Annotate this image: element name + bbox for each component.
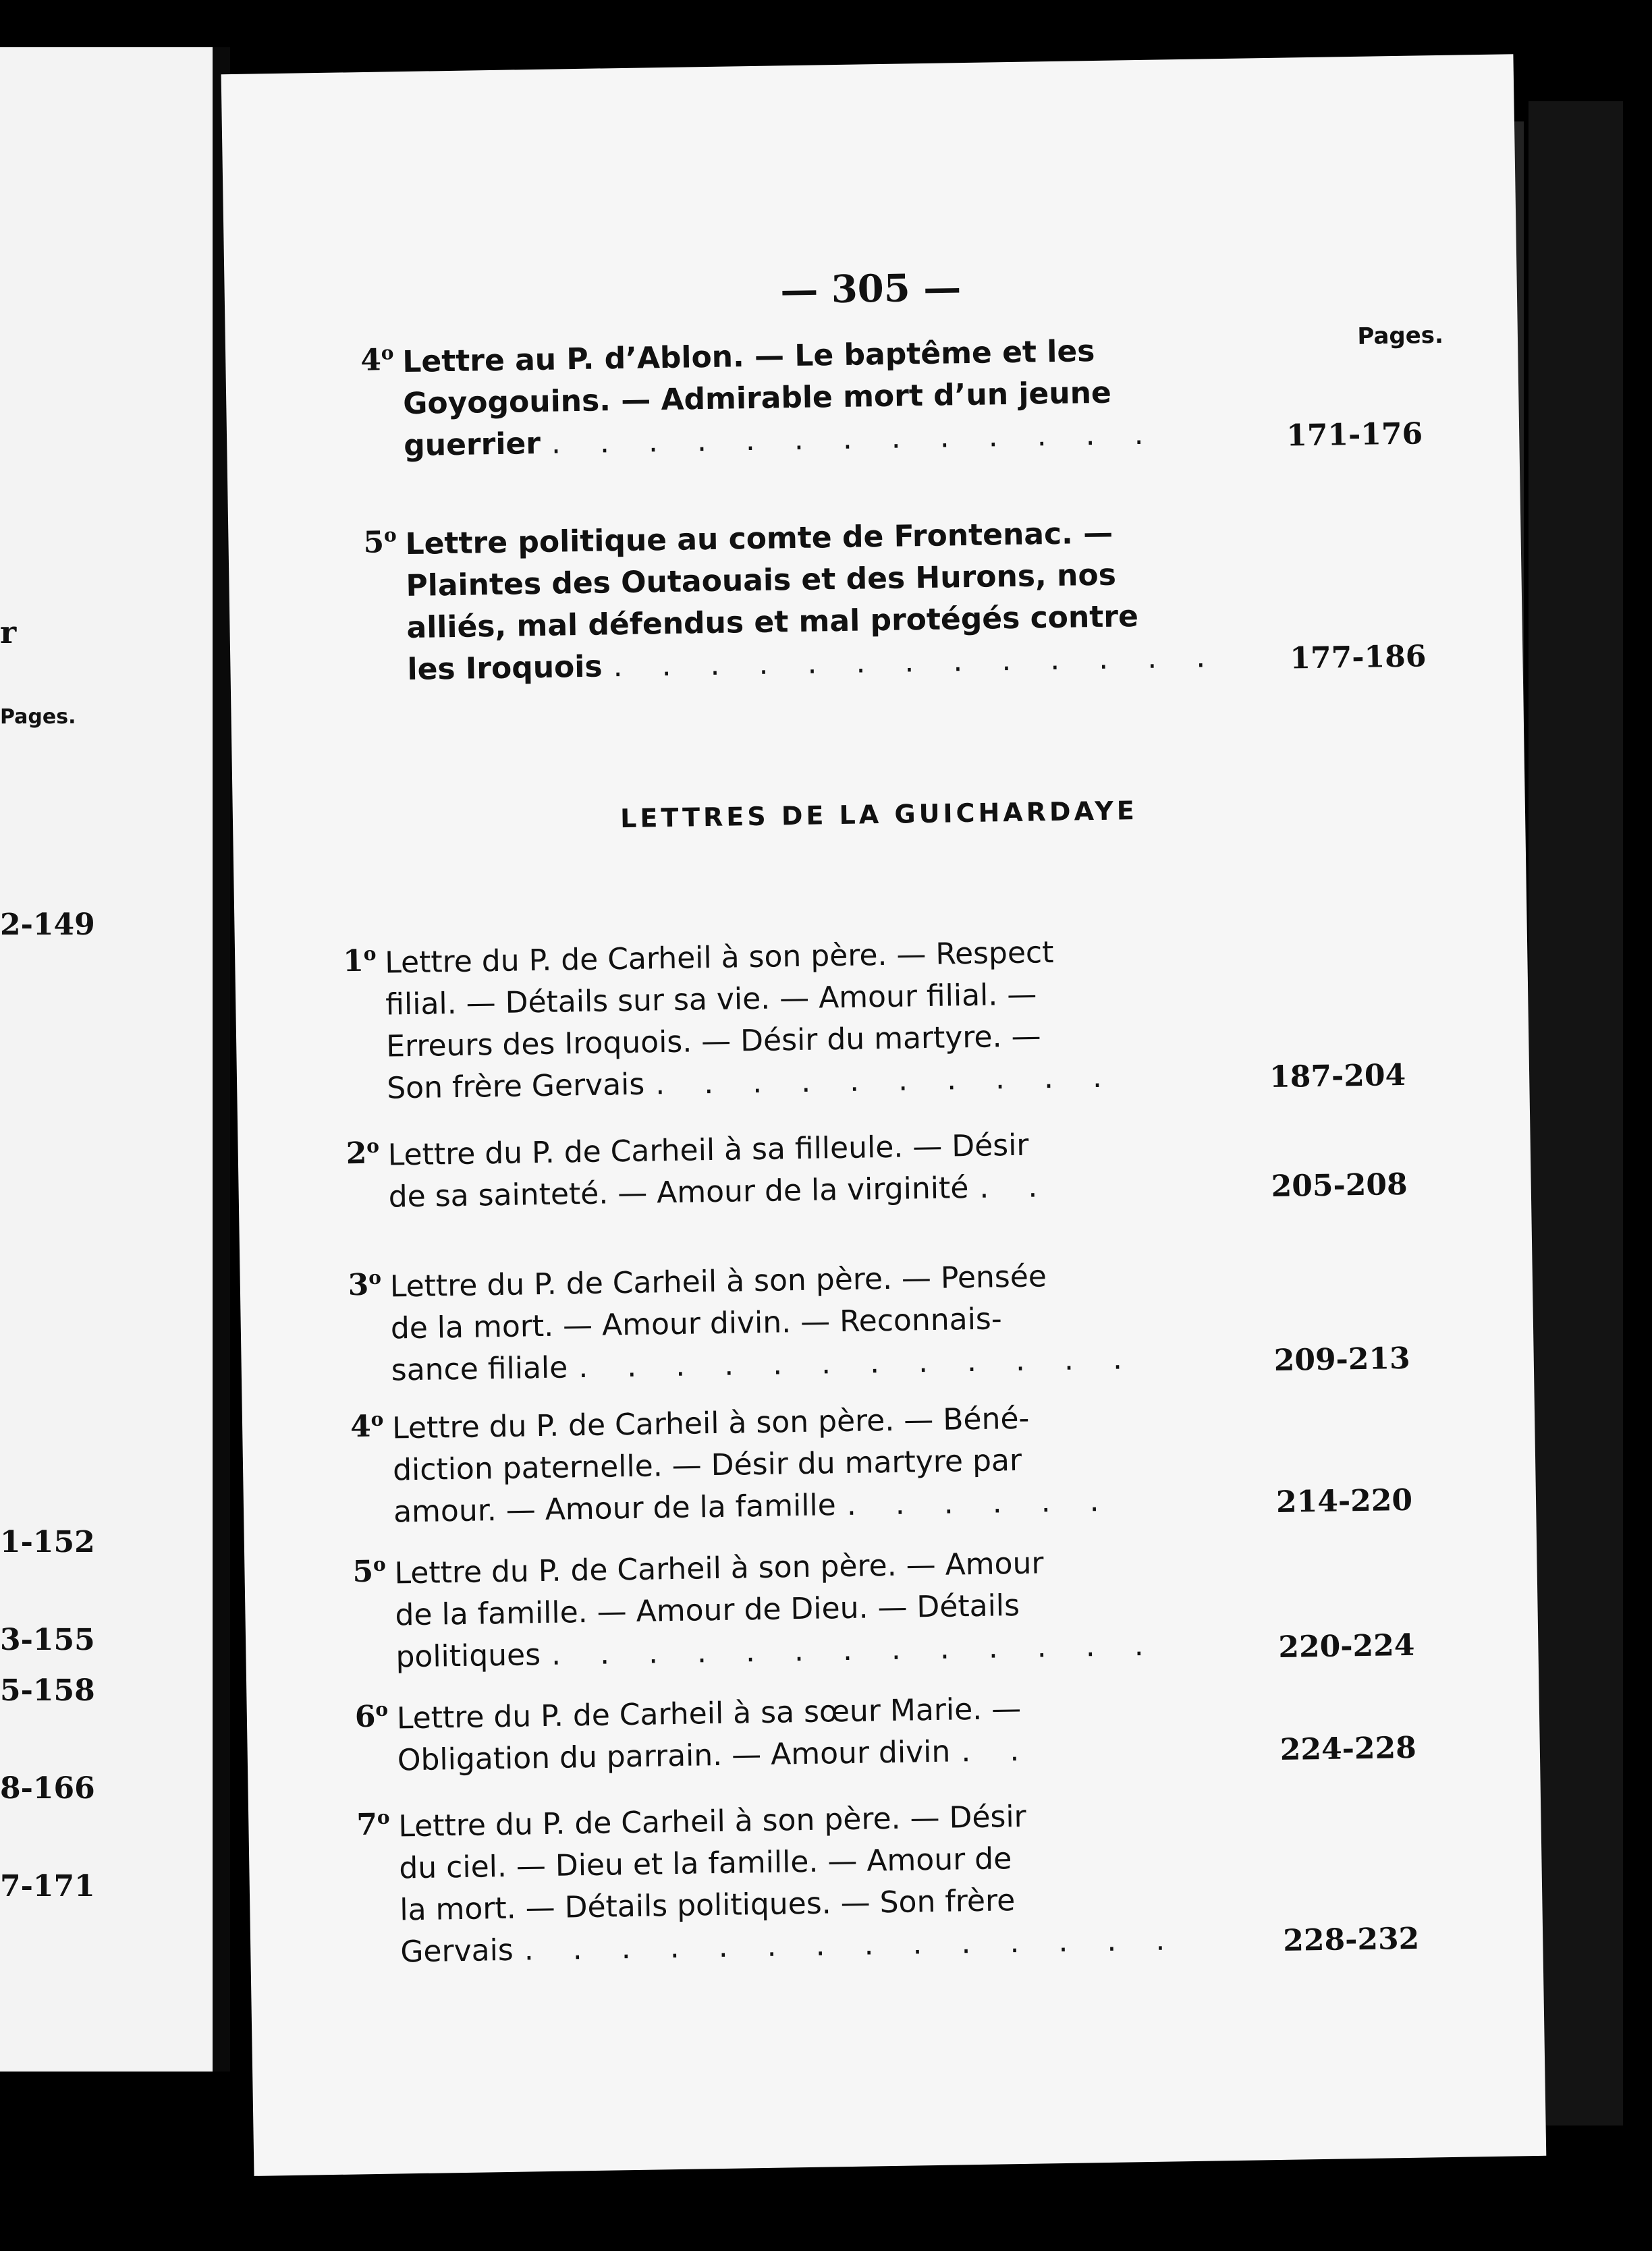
left-fragment-text: r [0, 614, 17, 650]
dot-leader: . . . . . . . . . . [655, 1059, 1118, 1102]
entry-ordinal: 7$^o$ [356, 1806, 390, 1843]
entry-text-line: filial. — Détails sur sa vie. — Amour filial. — [385, 977, 1037, 1022]
entry-text-line: Lettre du P. de Carheil à sa sœur Marie. — [396, 1691, 1022, 1736]
pages-column-label: Pages. [1357, 321, 1444, 350]
entry-text-line: les Iroquois [407, 649, 603, 688]
entry-text-line: amour. — Amour de la famille [393, 1488, 837, 1530]
toc-entry [352, 1538, 1415, 1689]
entry-text-line: alliés, mal défendus et mal protégés contre [406, 599, 1139, 646]
entry-page-range: 187-204 [1269, 1057, 1406, 1095]
book-page [221, 54, 1547, 2176]
entry-text-line: Lettre du P. de Carheil à son père. — Pensée [389, 1259, 1047, 1304]
toc-entry [342, 927, 1406, 1119]
entry-page-range: 228-232 [1282, 1921, 1420, 1958]
entry-page-range: 224-228 [1279, 1730, 1417, 1767]
entry-text-line: Erreurs des Iroquois. — Désir du martyre. — [385, 1019, 1041, 1064]
entry-text-line: Lettre politique au comte de Frontenac. — [405, 516, 1113, 562]
entry-page-range: 171-176 [1286, 416, 1423, 453]
left-page-range: 1-152 [0, 1525, 95, 1559]
entry-text-line: Lettre du P. de Carheil à sa filleule. — Désir [387, 1128, 1029, 1173]
entry-ordinal: 3$^o$ [348, 1266, 382, 1303]
toc-entry [363, 509, 1427, 706]
left-page-range: 5-158 [0, 1673, 95, 1708]
dot-leader: . . [960, 1733, 1035, 1769]
entry-ordinal: 2$^o$ [346, 1134, 380, 1171]
entry-text-line: Lettre au P. d’Ablon. — Le baptême et les [402, 333, 1095, 380]
toc-entry [348, 1251, 1411, 1402]
entry-text-line: guerrier [403, 426, 541, 464]
left-page-range: 8-166 [0, 1771, 95, 1806]
dot-leader: . . . . . . . . . . . . . [551, 1628, 1159, 1672]
entry-page-range: 177-186 [1290, 639, 1427, 676]
dot-leader: . . . . . . . . . . . . [578, 1341, 1138, 1385]
toc-entry [354, 1683, 1417, 1794]
entry-page-range: 220-224 [1278, 1628, 1415, 1665]
entry-text-line: Lettre du P. de Carheil à son père. — Béné- [391, 1401, 1030, 1446]
entry-ordinal: 5$^o$ [363, 524, 397, 560]
entry-text-line: la mort. — Détails politiques. — Son frère [399, 1883, 1016, 1928]
entry-text-line: Lettre du P. de Carheil à son père. — Amour [394, 1546, 1044, 1591]
dot-leader: . . . . . . . . . . . . . [613, 640, 1221, 684]
entry-text-line: Plaintes des Outaouais et des Hurons, nos [406, 557, 1117, 604]
entry-text-line: de la famille. — Amour de Dieu. — Détails [395, 1588, 1020, 1633]
entry-text-line: du ciel. — Dieu et la famille. — Amour de [399, 1841, 1012, 1886]
entry-ordinal: 4$^o$ [350, 1408, 384, 1445]
page-number: — 305 — [779, 265, 962, 313]
left-page-range: 7-171 [0, 1869, 95, 1903]
entry-text-line: de la mort. — Amour divin. — Reconnais- [390, 1302, 1003, 1346]
dot-leader: . . [979, 1169, 1053, 1205]
entry-page-range: 205-208 [1271, 1167, 1408, 1204]
entry-text-line: de sa sainteté. — Amour de la virginité [388, 1171, 969, 1215]
left-page-range: 3-155 [0, 1623, 95, 1657]
entry-text-line: Obligation du parrain. — Amour divin [397, 1734, 951, 1778]
entry-text-line: Goyogouins. — Admirable mort d’un jeune [402, 375, 1112, 422]
toc-entry [346, 1119, 1408, 1230]
entry-text-line: Lettre du P. de Carheil à son père. — Désir [398, 1799, 1027, 1844]
entry-ordinal: 4$^o$ [360, 341, 394, 378]
section-heading: LETTRES DE LA GUICHARDAYE [620, 796, 1138, 834]
dot-leader: . . . . . . [846, 1483, 1114, 1522]
left-page-range: 2-149 [0, 908, 95, 942]
entry-text-line: politiques [395, 1638, 541, 1675]
toc-entry [356, 1791, 1420, 1982]
toc-entry [350, 1393, 1413, 1544]
dot-leader: . . . . . . . . . . . . . . [524, 1922, 1180, 1968]
entry-ordinal: 5$^o$ [352, 1553, 386, 1590]
entry-page-range: 209-213 [1273, 1341, 1411, 1378]
entry-page-range: 214-220 [1275, 1482, 1413, 1520]
entry-text-line: Lettre du P. de Carheil à son père. — Respect [384, 935, 1054, 980]
entry-text-line: sance filiale [391, 1350, 568, 1388]
entry-ordinal: 1$^o$ [342, 942, 377, 979]
entry-text-line: Son frère Gervais [386, 1067, 645, 1106]
left-pages-label: Pages. [0, 705, 76, 729]
entry-ordinal: 6$^o$ [354, 1698, 389, 1735]
dot-leader: . . . . . . . . . . . . . [551, 416, 1159, 461]
entry-text-line: Gervais [400, 1933, 514, 1970]
page-edge-shadow [1529, 101, 1623, 2125]
entry-text-line: diction paternelle. — Désir du martyre par [392, 1443, 1022, 1488]
left-page-fragment [0, 47, 213, 2072]
